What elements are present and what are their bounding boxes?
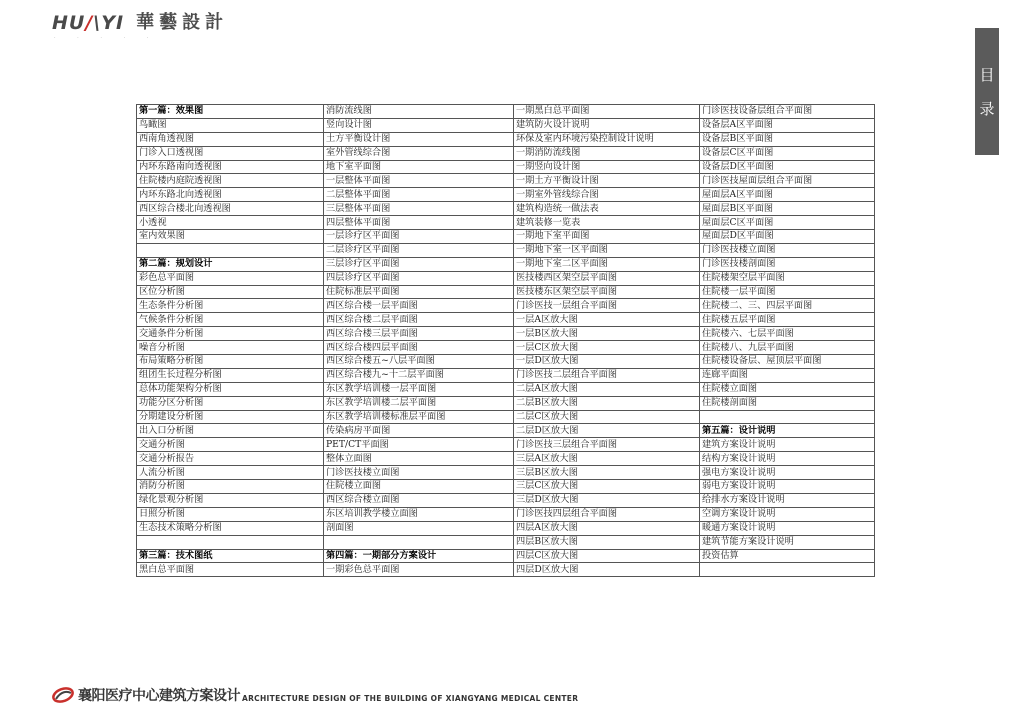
table-cell: 屋面层C区平面图 — [700, 216, 875, 230]
side-tab-char: 目 — [979, 66, 995, 84]
table-cell: 给排水方案设计说明 — [700, 493, 875, 507]
table-cell: 住院楼二、三、四层平面图 — [700, 299, 875, 313]
table-cell: 第五篇：设计说明 — [700, 424, 875, 438]
table-cell: 医技楼西区架空层平面图 — [514, 271, 700, 285]
table-cell: 住院标准层平面图 — [324, 285, 514, 299]
table-cell: 环保及室内环境污染控制设计说明 — [514, 132, 700, 146]
table-cell: 西区综合楼二层平面图 — [324, 313, 514, 327]
table-cell: 住院楼立面图 — [324, 480, 514, 494]
table-cell: 门诊医技一层组合平面图 — [514, 299, 700, 313]
table-row — [137, 480, 875, 494]
table-cell: 一期黑白总平面图 — [514, 105, 700, 119]
table-row — [137, 160, 875, 174]
table-cell: 住院楼架空层平面图 — [700, 271, 875, 285]
table-cell — [137, 535, 324, 549]
table-cell: 交通分析图 — [137, 438, 324, 452]
table-cell: 门诊医技三层组合平面图 — [514, 438, 700, 452]
table-cell: 组团生长过程分析图 — [137, 368, 324, 382]
table-cell: 消防分析图 — [137, 480, 324, 494]
table-row — [137, 368, 875, 382]
table-cell: 生态条件分析图 — [137, 299, 324, 313]
table-cell: 西区综合楼三层平面图 — [324, 327, 514, 341]
table-cell: 四层诊疗区平面图 — [324, 271, 514, 285]
table-cell: 门诊医技设备层组合平面图 — [700, 105, 875, 119]
table-cell: 彩色总平面图 — [137, 271, 324, 285]
table-cell: 二层A区放大图 — [514, 382, 700, 396]
table-cell: 一期竖向设计图 — [514, 160, 700, 174]
table-cell: 设备层B区平面图 — [700, 132, 875, 146]
table-cell: 强电方案设计说明 — [700, 466, 875, 480]
table-cell: 竖向设计图 — [324, 118, 514, 132]
table-cell: 一期地下室平面图 — [514, 230, 700, 244]
table-row — [137, 521, 875, 535]
table-row — [137, 271, 875, 285]
table-cell: 总体功能架构分析图 — [137, 382, 324, 396]
project-title-en: ARCHITECTURE DESIGN OF THE BUILDING OF XIANGYANG MEDICAL CENTER — [242, 693, 579, 703]
table-cell: 西区综合楼北向透视图 — [137, 202, 324, 216]
table-cell: 西区综合楼立面图 — [324, 493, 514, 507]
table-cell: 建筑方案设计说明 — [700, 438, 875, 452]
table-cell: 住院楼五层平面图 — [700, 313, 875, 327]
table-cell: 西南角透视图 — [137, 132, 324, 146]
table-of-contents — [136, 104, 875, 577]
table-cell: 门诊医技楼立面图 — [324, 466, 514, 480]
table-row — [137, 424, 875, 438]
table-cell: 门诊医技二层组合平面图 — [514, 368, 700, 382]
table-cell: 三层A区放大图 — [514, 452, 700, 466]
table-row — [137, 313, 875, 327]
table-cell: 第三篇：技术图纸 — [137, 549, 324, 563]
table-cell: 三层整体平面图 — [324, 202, 514, 216]
side-tab-char: 录 — [979, 100, 995, 118]
table-cell: 投资估算 — [700, 549, 875, 563]
table-cell: 四层整体平面图 — [324, 216, 514, 230]
table-cell: 交通条件分析图 — [137, 327, 324, 341]
medical-center-logo-icon — [52, 687, 74, 703]
table-row — [137, 535, 875, 549]
table-cell: 西区综合楼五~八层平面图 — [324, 355, 514, 369]
table-cell — [700, 563, 875, 577]
table-cell: 第一篇：效果图 — [137, 105, 324, 119]
table-cell: 东区教学培训楼一层平面图 — [324, 382, 514, 396]
table-cell: 二层诊疗区平面图 — [324, 243, 514, 257]
table-row — [137, 118, 875, 132]
table-row — [137, 285, 875, 299]
table-cell: 三层D区放大图 — [514, 493, 700, 507]
table-cell: 二层C区放大图 — [514, 410, 700, 424]
table-row — [137, 299, 875, 313]
table-cell: 四层B区放大图 — [514, 535, 700, 549]
table-row — [137, 563, 875, 577]
table-cell: 消防流线图 — [324, 105, 514, 119]
table-cell: 三层B区放大图 — [514, 466, 700, 480]
table-cell: 一期地下室二区平面图 — [514, 257, 700, 271]
table-cell: 门诊入口透视图 — [137, 146, 324, 160]
table-cell: 出入口分析图 — [137, 424, 324, 438]
table-cell: 二层整体平面图 — [324, 188, 514, 202]
table-row — [137, 327, 875, 341]
table-cell: 人流分析图 — [137, 466, 324, 480]
table-cell: 三层C区放大图 — [514, 480, 700, 494]
table-cell: 门诊医技楼剖面图 — [700, 257, 875, 271]
table-cell: 二层B区放大图 — [514, 396, 700, 410]
table-cell: 第四篇：一期部分方案设计 — [324, 549, 514, 563]
table-cell: 建筑构造统一做法表 — [514, 202, 700, 216]
table-row — [137, 452, 875, 466]
logo-decoration: · · · · · — [54, 35, 159, 41]
table-cell: 住院楼六、七层平面图 — [700, 327, 875, 341]
table-cell: 弱电方案设计说明 — [700, 480, 875, 494]
table-row — [137, 146, 875, 160]
table-cell: 一层D区放大图 — [514, 355, 700, 369]
table-row — [137, 257, 875, 271]
table-cell: 区位分析图 — [137, 285, 324, 299]
side-tab-contents — [975, 28, 999, 155]
table-cell: 室内效果图 — [137, 230, 324, 244]
table-row — [137, 493, 875, 507]
table-cell: 四层C区放大图 — [514, 549, 700, 563]
table-row — [137, 507, 875, 521]
table-cell — [700, 410, 875, 424]
table-row — [137, 396, 875, 410]
table-row — [137, 174, 875, 188]
table-cell: 屋面层D区平面图 — [700, 230, 875, 244]
table-cell: 西区综合楼一层平面图 — [324, 299, 514, 313]
table-row — [137, 132, 875, 146]
table-row — [137, 410, 875, 424]
table-cell: 设备层A区平面图 — [700, 118, 875, 132]
table-cell: 二层D区放大图 — [514, 424, 700, 438]
table-cell: 一层诊疗区平面图 — [324, 230, 514, 244]
table-cell: 四层A区放大图 — [514, 521, 700, 535]
table-cell: 一期地下室一区平面图 — [514, 243, 700, 257]
table-cell: 东区教学培训楼二层平面图 — [324, 396, 514, 410]
table-row — [137, 355, 875, 369]
table-row — [137, 188, 875, 202]
table-cell: 黑白总平面图 — [137, 563, 324, 577]
table-cell: 分期建设分析图 — [137, 410, 324, 424]
table-cell: 西区综合楼九~十二层平面图 — [324, 368, 514, 382]
table-cell: 西区综合楼四层平面图 — [324, 341, 514, 355]
table-cell: 土方平衡设计图 — [324, 132, 514, 146]
table-cell: 设备层C区平面图 — [700, 146, 875, 160]
table-cell: 一层A区放大图 — [514, 313, 700, 327]
table-row — [137, 216, 875, 230]
table-cell: 剖面图 — [324, 521, 514, 535]
table-cell: 交通分析报告 — [137, 452, 324, 466]
table-cell: 三层诊疗区平面图 — [324, 257, 514, 271]
table-cell: 门诊医技四层组合平面图 — [514, 507, 700, 521]
table-row — [137, 466, 875, 480]
table-cell: 住院楼剖面图 — [700, 396, 875, 410]
table-row — [137, 341, 875, 355]
table-cell: 暖通方案设计说明 — [700, 521, 875, 535]
table-cell: 一层整体平面图 — [324, 174, 514, 188]
table-cell: 噪音分析图 — [137, 341, 324, 355]
table-cell: 医技楼东区架空层平面图 — [514, 285, 700, 299]
table-cell: 住院楼八、九层平面图 — [700, 341, 875, 355]
table-cell: 住院楼内庭院透视图 — [137, 174, 324, 188]
table-cell: 内环东路南向透视图 — [137, 160, 324, 174]
table-row — [137, 230, 875, 244]
table-row — [137, 202, 875, 216]
table-cell: 一期彩色总平面图 — [324, 563, 514, 577]
table-cell: 设备层D区平面图 — [700, 160, 875, 174]
table-row — [137, 382, 875, 396]
table-row — [137, 243, 875, 257]
table-cell: 室外管线综合图 — [324, 146, 514, 160]
table-cell: 一层C区放大图 — [514, 341, 700, 355]
footer — [52, 684, 578, 706]
table-cell: 东区培训教学楼立面图 — [324, 507, 514, 521]
table-cell: 住院楼立面图 — [700, 382, 875, 396]
table-cell: 传染病房平面图 — [324, 424, 514, 438]
table-cell: 一期室外管线综合图 — [514, 188, 700, 202]
table-cell: 第二篇：规划设计 — [137, 257, 324, 271]
table-cell: 连廊平面图 — [700, 368, 875, 382]
table-cell — [137, 243, 324, 257]
table-cell: 鸟瞰图 — [137, 118, 324, 132]
table-cell: 功能分区分析图 — [137, 396, 324, 410]
table-cell: 一期土方平衡设计图 — [514, 174, 700, 188]
table-cell: 建筑装修一览表 — [514, 216, 700, 230]
table-row — [137, 438, 875, 452]
table-cell: 整体立面图 — [324, 452, 514, 466]
table-cell: 建筑节能方案设计说明 — [700, 535, 875, 549]
table-cell: 结构方案设计说明 — [700, 452, 875, 466]
table-cell: 日照分析图 — [137, 507, 324, 521]
table-cell: 一层B区放大图 — [514, 327, 700, 341]
table-cell: 布局策略分析图 — [137, 355, 324, 369]
table-cell: 一期消防流线图 — [514, 146, 700, 160]
table-cell: 生态技术策略分析图 — [137, 521, 324, 535]
table-cell: 四层D区放大图 — [514, 563, 700, 577]
table-cell: 住院楼设备层、屋顶层平面图 — [700, 355, 875, 369]
table-row — [137, 105, 875, 119]
table-cell: 小透视 — [137, 216, 324, 230]
table-cell: 建筑防火设计说明 — [514, 118, 700, 132]
table-cell: 东区教学培训楼标准层平面图 — [324, 410, 514, 424]
table-cell: 屋面层B区平面图 — [700, 202, 875, 216]
table-cell: 住院楼一层平面图 — [700, 285, 875, 299]
logo-chinese-text: 華藝設計 — [136, 12, 229, 33]
table-cell: PET/CT平面图 — [324, 438, 514, 452]
company-logo — [52, 12, 229, 41]
table-row — [137, 549, 875, 563]
table-cell: 地下室平面图 — [324, 160, 514, 174]
table-cell: 气候条件分析图 — [137, 313, 324, 327]
table-cell: 屋面层A区平面图 — [700, 188, 875, 202]
table-cell: 内环东路北向透视图 — [137, 188, 324, 202]
table-cell: 门诊医技屋面层组合平面图 — [700, 174, 875, 188]
table-cell — [324, 535, 514, 549]
table-cell: 空调方案设计说明 — [700, 507, 875, 521]
table-cell: 绿化景观分析图 — [137, 493, 324, 507]
table-cell: 门诊医技楼立面图 — [700, 243, 875, 257]
logo-latin-text: HU/\YI — [52, 12, 125, 34]
project-title-cn: 襄阳医疗中心建筑方案设计 — [78, 688, 240, 704]
